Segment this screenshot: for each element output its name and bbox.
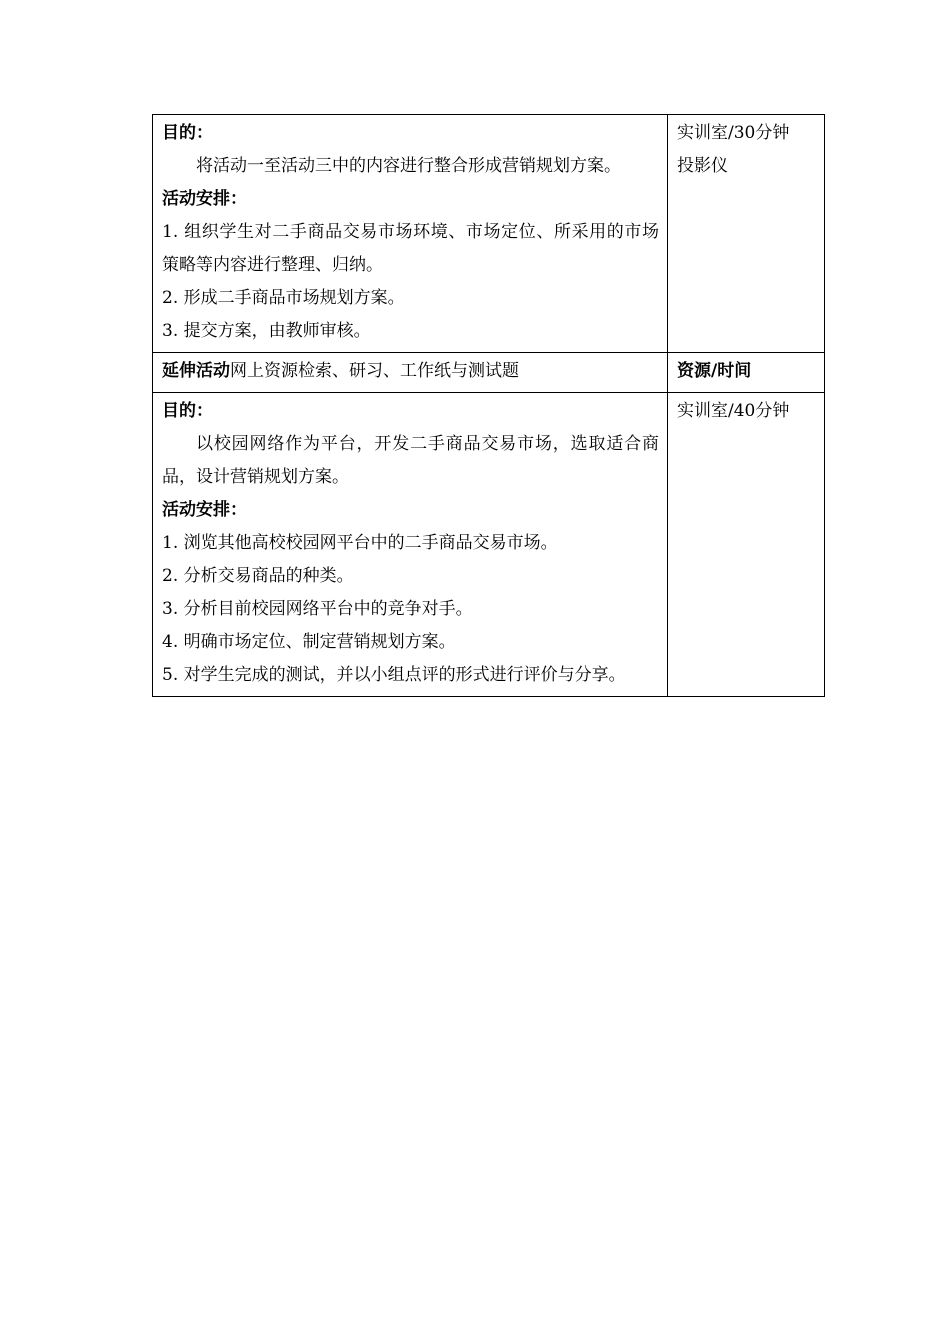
resource-line-1: 实训室/40分钟 (677, 401, 790, 421)
purpose-text: 将活动一至活动三中的内容进行整合形成营销规划方案。 (196, 156, 621, 176)
arrangement-item-3: 3. 提交方案，由教师审核。 (162, 321, 371, 341)
arrangement-item-1: 1. 浏览其他高校校园网平台中的二手商品交易市场。 (162, 533, 558, 553)
activity-row-2 (153, 393, 825, 697)
resource-cell (668, 393, 825, 697)
activity-plan-table (152, 114, 825, 697)
arrangement-item-4: 4. 明确市场定位、制定营销规划方案。 (162, 632, 456, 652)
resource-header: 资源/时间 (677, 361, 752, 381)
purpose-label: 目的： (162, 123, 213, 143)
extension-title-text: 网上资源检索、研习、工作纸与测试题 (230, 361, 519, 381)
extension-label: 延伸活动 (162, 361, 230, 381)
extension-title-cell (153, 353, 668, 393)
extension-header-row (153, 353, 825, 393)
arrangement-label: 活动安排： (162, 500, 247, 520)
arrangement-item-3: 3. 分析目前校园网络平台中的竞争对手。 (162, 599, 473, 619)
activity-content-cell (153, 115, 668, 353)
resource-line-1: 实训室/30分钟 (677, 123, 790, 143)
activity-content-cell (153, 393, 668, 697)
arrangement-label: 活动安排： (162, 189, 247, 209)
arrangement-item-2: 2. 分析交易商品的种类。 (162, 566, 354, 586)
arrangement-item-5: 5. 对学生完成的测试，并以小组点评的形式进行评价与分享。 (162, 665, 626, 685)
arrangement-item-1: 1. 组织学生对二手商品交易市场环境、市场定位、所采用的市场策略等内容进行整理、归纳。 (162, 222, 659, 275)
purpose-label: 目的： (162, 401, 213, 421)
resource-line-2: 投影仪 (677, 156, 728, 176)
resource-cell (668, 115, 825, 353)
purpose-text: 以校园网络作为平台，开发二手商品交易市场，选取适合商品，设计营销规划方案。 (162, 434, 659, 487)
arrangement-item-2: 2. 形成二手商品市场规划方案。 (162, 288, 405, 308)
activity-row-1 (153, 115, 825, 353)
resource-header-cell (668, 353, 825, 393)
